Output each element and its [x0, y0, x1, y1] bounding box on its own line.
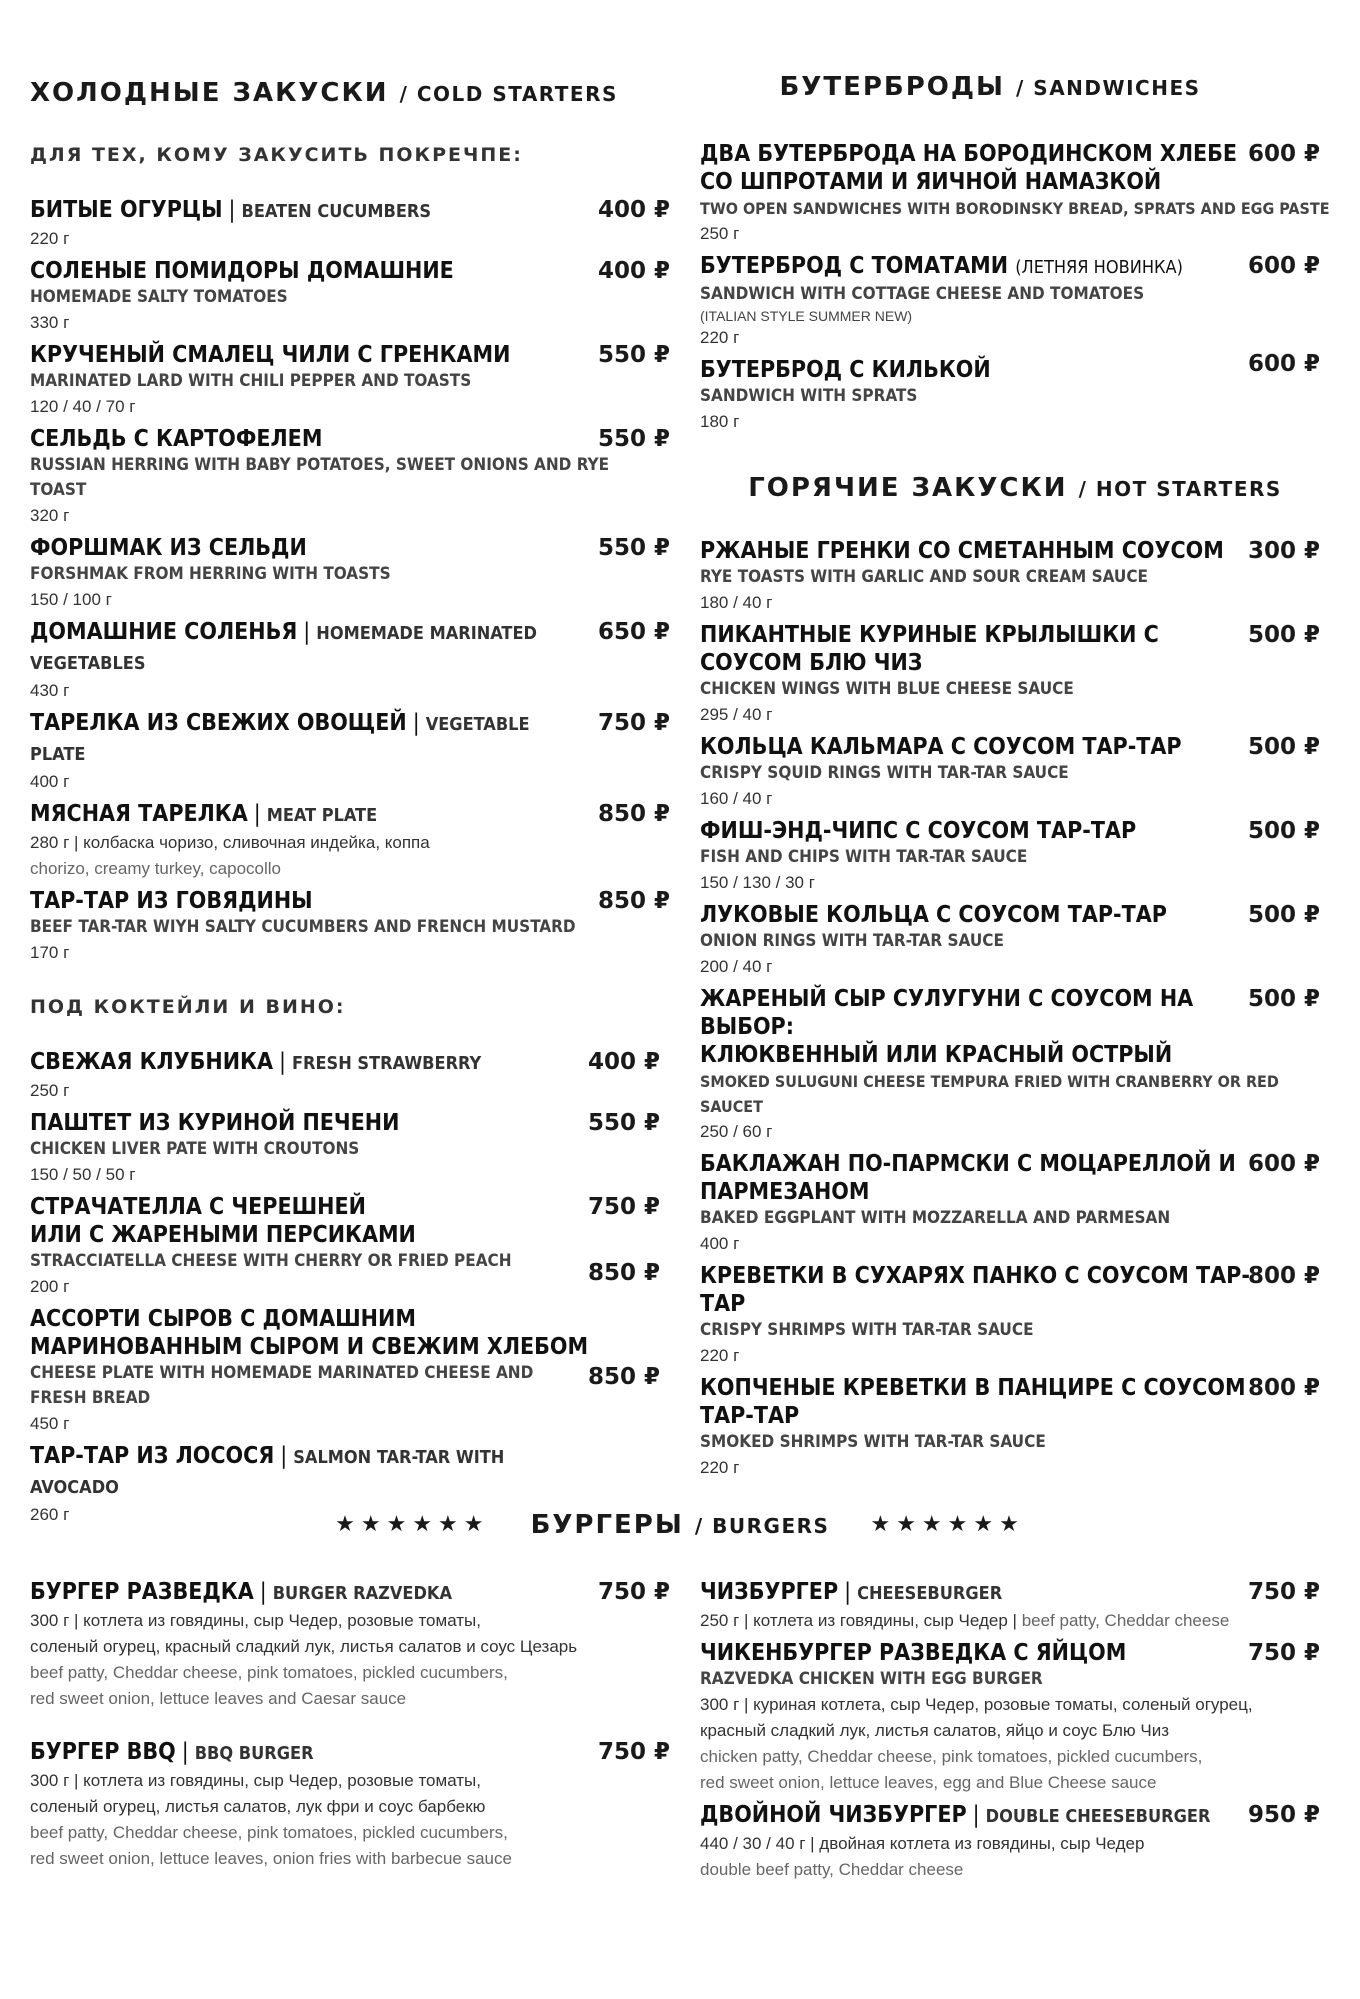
right-column	[700, 72, 1340, 1486]
price: 500 ₽	[1247, 902, 1320, 928]
menu-item-sprat-sandwich: БУТЕРБРОД С КИЛЬКОЙ 600 ₽ SANDWICH WITH SPRATS 180 г	[700, 351, 1320, 431]
burgers-right	[700, 1578, 1340, 1888]
item-weight: 150 / 100 г	[30, 590, 112, 609]
item-english: HOMEMADE SALTY TOMATOES	[30, 287, 288, 307]
item-english: CHICKEN LIVER PATE WITH CROUTONS	[30, 1139, 360, 1159]
menu-item: КРУЧЕНЫЙ СМАЛЕЦ ЧИЛИ С ГРЕНКАМИ 550 ₽ MARINATED LARD WITH CHILI PEPPER AND TOASTS 120 / 40 / 70 г	[30, 341, 670, 420]
price: 550 ₽	[587, 1110, 660, 1136]
menu-item-meat-plate: МЯСНАЯ ТАРЕЛКА | MEAT PLATE 850 ₽ 280 г | колбаска чоризо, сливочная индейка, коппа chorizo, creamy turkey, capocollo	[30, 800, 670, 882]
item-english: ONION RINGS WITH TAR-TAR SAUCE	[700, 931, 1004, 951]
menu-item: ПАШТЕТ ИЗ КУРИНОЙ ПЕЧЕНИ 550 ₽ CHICKEN LIVER PATE WITH CROUTONS 150 / 50 / 50 г	[30, 1109, 670, 1188]
menu-item-suluguni: ЖАРЕНЫЙ СЫР СУЛУГУНИ С СОУСОМ НА ВЫБОР: 500 ₽ КЛЮКВЕННЫЙ ИЛИ КРАСНЫЙ ОСТРЫЙ SMOKED SULUGUNI CHEESE TEMPURA FRIED WITH CRANBERRY OR RED SAUCET 250 / 60 г	[700, 986, 1320, 1141]
price: 750 ₽	[597, 710, 670, 736]
menu-item-borodinsky-sandwich: ДВА БУТЕРБРОДА НА БОРОДИНСКОМ ХЛЕБЕ 600 ₽ СО ШПРОТАМИ И ЯИЧНОЙ НАМАЗКОЙ TWO OPEN SANDWICHES WITH BORODINSKY BREAD, SPRATS AND EGG PASTE 250 г	[700, 141, 1330, 243]
menu-item-burger-bbq: БУРГЕР BBQ | BBQ BURGER 750 ₽ 300 г | котлета из говядины, сыр Чедер, розовые томаты, соленый огурец, листья салатов, лук фри и соус барбекю beef patty, Cheddar cheese, pink tomatoes, pickled cucumbers, red sweet onion, lettuce leaves, onion fries with barbecue sauce	[30, 1739, 670, 1868]
price: 550 ₽	[597, 535, 670, 561]
item-english: FORSHMAK FROM HERRING WITH TOASTS	[30, 564, 391, 584]
price: 750 ₽	[597, 1739, 670, 1765]
item-weight: 295 / 40 г	[700, 705, 773, 724]
item-weight: 430 г	[30, 681, 70, 700]
item-description: chorizo, creamy turkey, capocollo	[30, 859, 282, 878]
menu-item: СЕЛЬДЬ С КАРТОФЕЛЕМ 550 ₽ RUSSIAN HERRING WITH BABY POTATOES, SWEET ONIONS AND RYE TOAST 320 г	[30, 425, 670, 529]
price: 600 ₽	[1247, 141, 1320, 167]
item-weight: 220 г	[30, 229, 70, 248]
price: 800 ₽	[1247, 1263, 1320, 1289]
price: 950 ₽	[1247, 1802, 1320, 1828]
menu-item: КОЛЬЦА КАЛЬМАРА С СОУСОМ ТАР-ТАР 500 ₽ CRISPY SQUID RINGS WITH TAR-TAR SAUCE 160 / 40 г	[700, 733, 1340, 812]
burgers-left	[30, 1578, 670, 1877]
price: 800 ₽	[1247, 1375, 1320, 1401]
price: 550 ₽	[597, 342, 670, 368]
price: 500 ₽	[1247, 734, 1320, 760]
sandwiches-title: БУТЕРБРОДЫ / SANDWICHES	[779, 72, 1201, 102]
menu-item: ЛУКОВЫЕ КОЛЬЦА С СОУСОМ ТАР-ТАР 500 ₽ ONION RINGS WITH TAR-TAR SAUCE 200 / 40 г	[700, 901, 1340, 980]
menu-item: СВЕЖАЯ КЛУБНИКА | FRESH STRAWBERRY 400 ₽ 250 г	[30, 1048, 670, 1104]
item-weight: 220 г	[700, 1346, 740, 1365]
menu-item: СОЛЕНЫЕ ПОМИДОРЫ ДОМАШНИЕ 400 ₽ HOMEMADE SALTY TOMATOES 330 г	[30, 257, 670, 336]
menu-item-cheeseburger: ЧИЗБУРГЕР | CHEESEBURGER 750 ₽ 250 г | котлета из говядины, сыр Чедер | beef patty, Cheddar cheese	[700, 1579, 1320, 1630]
item-english: RUSSIAN HERRING WITH BABY POTATOES, SWEET ONIONS AND RYE TOAST	[30, 455, 610, 500]
item-weight: 400 г	[700, 1234, 740, 1253]
menu-item-double-cheeseburger: ДВОЙНОЙ ЧИЗБУРГЕР | DOUBLE CHEESEBURGER 950 ₽ 440 / 30 / 40 г | двойная котлета из говядины, сыр Чедер double beef patty, Cheddar cheese	[700, 1802, 1320, 1879]
item-english: CRISPY SHRIMPS WITH TAR-TAR SAUCE	[700, 1320, 1034, 1340]
price: 550 ₽	[597, 426, 670, 452]
menu-item: КРЕВЕТКИ В СУХАРЯХ ПАНКО С СОУСОМ ТАР-ТАР 800 ₽ CRISPY SHRIMPS WITH TAR-TAR SAUCE 220 г	[700, 1262, 1340, 1369]
price: 750 ₽	[587, 1194, 660, 1220]
price: 750 ₽	[1247, 1579, 1320, 1605]
stars-left-icon: ★★★★★★	[335, 1512, 490, 1537]
item-weight: 150 / 130 / 30 г	[700, 873, 815, 892]
price: 600 ₽	[1247, 351, 1320, 377]
menu-item-beef-tartar: ТАР-ТАР ИЗ ГОВЯДИНЫ 850 ₽ BEEF TAR-TAR WIYH SALTY CUCUMBERS AND FRENCH MUSTARD 170 г	[30, 888, 670, 962]
item-weight: 180 / 40 г	[700, 593, 773, 612]
price: 500 ₽	[1247, 986, 1320, 1012]
item-weight: 200 / 40 г	[700, 957, 773, 976]
price: 600 ₽	[1247, 1151, 1320, 1177]
price: 500 ₽	[1247, 622, 1320, 648]
item-weight: 320 г	[30, 506, 70, 525]
menu-item: ДОМАШНИЕ СОЛЕНЬЯ | HOMEMADE MARINATED VEGETABLES 650 ₽ 430 г	[30, 618, 670, 704]
price: 600 ₽	[1247, 253, 1320, 279]
item-english: RYE TOASTS WITH GARLIC AND SOUR CREAM SAUCE	[700, 567, 1148, 587]
menu-item-salmon-tartar: ТАР-ТАР ИЗ ЛОСОСЯ | SALMON TAR-TAR WITH AVOCADO 260 г	[30, 1443, 505, 1524]
item-weight: 120 / 40 / 70 г	[30, 397, 136, 416]
price: 650 ₽	[597, 619, 670, 645]
cold-starters-section	[30, 78, 670, 1533]
menu-item: ПИКАНТНЫЕ КУРИНЫЕ КРЫЛЫШКИ С СОУСОМ БЛЮ ЧИЗ 500 ₽ CHICKEN WINGS WITH BLUE CHEESE SAUCE 295 / 40 г	[700, 621, 1340, 728]
item-english: FISH AND CHIPS WITH TAR-TAR SAUCE	[700, 847, 1028, 867]
item-weight: 220 г	[700, 1458, 740, 1477]
cold-subheading-1: ДЛЯ ТЕХ, КОМУ ЗАКУСИТЬ ПОКРЕЧПЕ:	[30, 144, 523, 166]
price: 850 ₽	[597, 888, 670, 914]
menu-item: БАКЛАЖАН ПО-ПАРМСКИ С МОЦАРЕЛЛОЙ И ПАРМЕЗАНОМ 600 ₽ BAKED EGGPLANT WITH MOZZARELLA AND PARMESAN 400 г	[700, 1150, 1340, 1257]
menu-item: ТАРЕЛКА ИЗ СВЕЖИХ ОВОЩЕЙ | VEGETABLE PLATE 750 ₽ 400 г	[30, 709, 670, 795]
burgers-title: ★★★★★★ БУРГЕРЫ / BURGERS ★★★★★★	[335, 1510, 1025, 1540]
item-english: CHICKEN WINGS WITH BLUE CHEESE SAUCE	[700, 679, 1074, 699]
price: 400 ₽	[597, 258, 670, 284]
item-english: BAKED EGGPLANT WITH MOZZARELLA AND PARMESAN	[700, 1208, 1171, 1228]
item-weight: 330 г	[30, 313, 70, 332]
item-weight: 280 г | колбаска чоризо, сливочная индейка, коппа	[30, 833, 430, 852]
item-english: CRISPY SQUID RINGS WITH TAR-TAR SAUCE	[700, 763, 1069, 783]
item-weight: 400 г	[30, 772, 70, 791]
cold-subheading-2: ПОД КОКТЕЙЛИ И ВИНО:	[30, 996, 346, 1018]
menu-item-burger-razvedka: БУРГЕР РАЗВЕДКА | BURGER RAZVEDKA 750 ₽ 300 г | котлета из говядины, сыр Чедер, розовые томаты, соленый огурец, красный сладкий лук, листья салатов и соус Цезарь beef patty, Cheddar cheese, pink tomatoes, pickled cucumbers, red sweet onion, lettuce leaves and Caesar sauce	[30, 1579, 670, 1708]
item-weight: 250 г	[30, 1081, 70, 1100]
menu-item-cheese-plate: АССОРТИ СЫРОВ С ДОМАШНИМ МАРИНОВАННЫМ СЫРОМ И СВЕЖИМ ХЛЕБОМ CHEESE PLATE WITH HOMEMADE MARINATED CHEESE AND FRESH BREAD 850 ₽ 450 г	[30, 1306, 660, 1433]
menu-item-chickenburger: ЧИКЕНБУРГЕР РАЗВЕДКА С ЯЙЦОМ 750 ₽ RAZVEDKA CHICKEN WITH EGG BURGER 300 г | куриная котлета, сыр Чедер, розовые томаты, соленый огурец, красный сладкий лук, листья салатов, яйцо и соус Блю Чиз chicken patty, Cheddar cheese, pink tomatoes, pickled cucumbers, red sweet onion, lettuce leaves, egg and Blue Cheese sauce	[700, 1640, 1320, 1792]
item-english: SMOKED SHRIMPS WITH TAR-TAR SAUCE	[700, 1432, 1046, 1452]
price: 850 ₽	[587, 1364, 660, 1390]
price: 850 ₽	[597, 801, 670, 827]
price: 750 ₽	[597, 1579, 670, 1605]
menu-item: КОПЧЕНЫЕ КРЕВЕТКИ В ПАНЦИРЕ С СОУСОМ ТАР-ТАР 800 ₽ SMOKED SHRIMPS WITH TAR-TAR SAUCE 220 г	[700, 1374, 1340, 1481]
item-english: MARINATED LARD WITH CHILI PEPPER AND TOASTS	[30, 371, 472, 391]
menu-item: ФИШ-ЭНД-ЧИПС С СОУСОМ ТАР-ТАР 500 ₽ FISH AND CHIPS WITH TAR-TAR SAUCE 150 / 130 / 30 г	[700, 817, 1340, 896]
price: 500 ₽	[1247, 818, 1320, 844]
price: 300 ₽	[1247, 538, 1320, 564]
cold-starters-title: ХОЛОДНЫЕ ЗАКУСКИ / COLD STARTERS	[30, 78, 618, 108]
menu-item: РЖАНЫЕ ГРЕНКИ СО СМЕТАННЫМ СОУСОМ 300 ₽ RYE TOASTS WITH GARLIC AND SOUR CREAM SAUCE 180 / 40 г	[700, 537, 1340, 616]
price: 400 ₽	[587, 1049, 660, 1075]
price: 750 ₽	[1247, 1640, 1320, 1666]
menu-item: БИТЫЕ ОГУРЦЫ | BEATEN CUCUMBERS 400 ₽ 220 г	[30, 196, 670, 252]
item-weight: 150 / 50 / 50 г	[30, 1165, 136, 1184]
price-2: 850 ₽	[587, 1260, 660, 1286]
item-weight: 160 / 40 г	[700, 789, 773, 808]
menu-item-tomato-sandwich: БУТЕРБРОД С ТОМАТАМИ (ЛЕТНЯЯ НОВИНКА) 600 ₽ SANDWICH WITH COTTAGE CHEESE AND TOMATOES (ITALIAN STYLE SUMMER NEW) 220 г	[700, 253, 1320, 347]
price: 400 ₽	[597, 197, 670, 223]
menu-item: ФОРШМАК ИЗ СЕЛЬДИ 550 ₽ FORSHMAK FROM HERRING WITH TOASTS 150 / 100 г	[30, 534, 670, 613]
menu-item-stracciatella: СТРАЧАТЕЛЛА С ЧЕРЕШНЕЙ 750 ₽ ИЛИ С ЖАРЕНЫМИ ПЕРСИКАМИ STRACCIATELLA CHEESE WITH CHERRY OR FRIED PEACH 850 ₽ 200 г	[30, 1194, 660, 1296]
stars-right-icon: ★★★★★★	[870, 1512, 1025, 1537]
hot-starters-title: ГОРЯЧИЕ ЗАКУСКИ / HOT STARTERS	[748, 473, 1282, 503]
